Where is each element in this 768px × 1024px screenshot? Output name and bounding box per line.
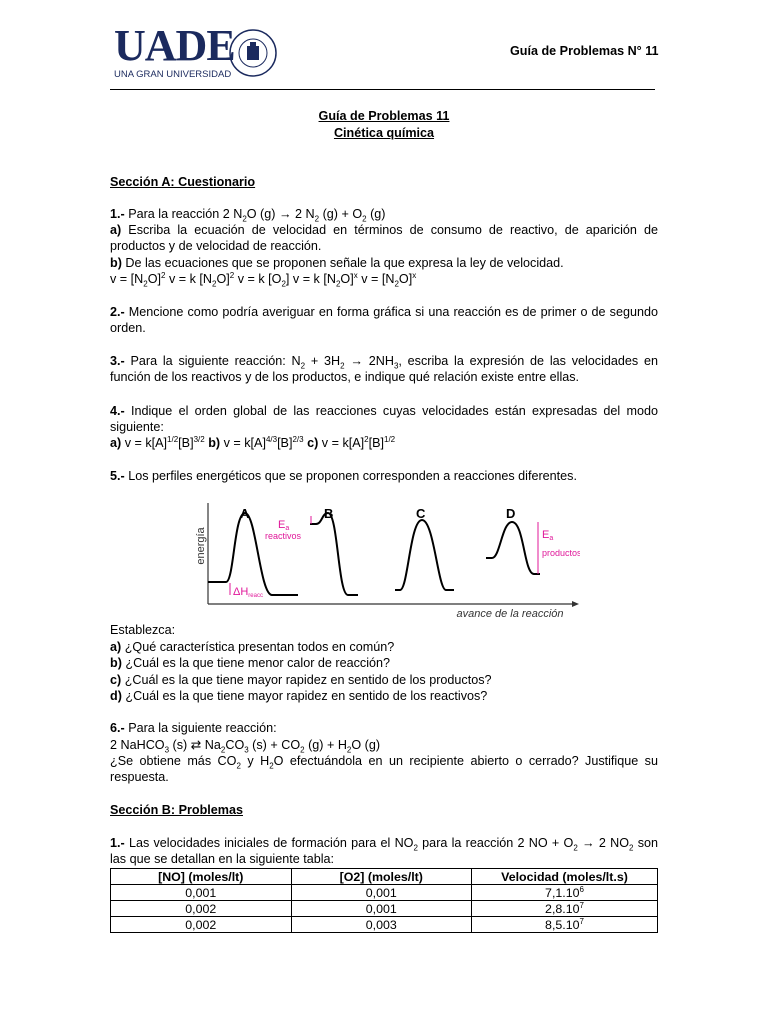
q6-reaction: 2 NaHCO$_3$ (s) ⇄ $Na_2CO_3$ $(s) + CO_2$ $(g) + H_2O$ (g) xyxy=(110,738,381,755)
table-cell: 0,001 xyxy=(291,901,472,917)
section-b-heading: Sección B: Problemas xyxy=(110,803,243,817)
uade-logo xyxy=(114,21,235,80)
q4: 4.- Indique el orden global de las reacciones cuyas velocidades están expresadas del modo siguiente: xyxy=(110,404,658,434)
q1-equations: $v = [N_2O]^2$ v = k $[N_2O]^2$ v = k $[O_2] v = k$ $[N_2O]^x$ $v = [N_2O]^x$ xyxy=(110,270,417,289)
profile-b xyxy=(310,513,358,595)
q4-options: a) $v = k[A]^{1/2}[B]^{3/2}$ b) $v = k[A]^{4/3}[B]^{2/3}$ c) $v = k[A]^2[B]^{1/2}$ xyxy=(110,434,396,450)
establezca-c: c) ¿Cuál es la que tiene mayor rapidez en sentido de los productos? xyxy=(110,673,492,687)
q2: 2.- Mencione como podría averiguar en forma gráfica si una reacción es de primer o de segundo orden. xyxy=(110,305,658,335)
energy-profiles-figure xyxy=(190,498,580,623)
establezca-intro: Establezca: xyxy=(110,623,176,637)
q1-b: b) De las ecuaciones que se proponen señale la que expresa la ley de velocidad. xyxy=(110,256,564,270)
q6: 6.- Para la siguiente reacción: xyxy=(110,721,277,735)
establezca-b: b) ¿Cuál es la que tiene menor calor de reacción? xyxy=(110,656,391,670)
rates-table xyxy=(110,868,658,933)
table-header-row xyxy=(111,869,658,885)
fundacion-seal-icon xyxy=(228,28,278,78)
q3: 3.- Para la siguiente reacción: $N_2 + 3H_2 \to 2NH_3$, escriba la expresión de las velocidades en función de los reactivos y de los productos, e indique qué relación existe entre ellas. xyxy=(110,354,659,384)
table-cell: 2,8.10$^7$ xyxy=(472,901,658,917)
table-row xyxy=(111,917,658,933)
col-header: [O2] (moles/lt) xyxy=(291,869,472,885)
profile-c xyxy=(395,520,454,590)
section-a-heading: Sección A: Cuestionario xyxy=(110,175,256,189)
header-rule xyxy=(110,89,655,90)
label-b: B xyxy=(324,506,334,521)
q1-a: a) Escriba la ecuación de velocidad en términos de consumo de reactivo, de aparición de productos y de velocidad de reacción. xyxy=(110,223,658,253)
table-cell: 0,001 xyxy=(291,885,472,901)
q5: 5.- Los perfiles energéticos que se proponen corresponden a reacciones diferentes. xyxy=(110,469,577,483)
table-cell: 0,002 xyxy=(111,917,292,933)
label-c: C xyxy=(416,506,426,521)
table-cell: 7,1.10$^6$ xyxy=(472,885,658,901)
ea-reactivos-label: Ea xyxy=(278,519,290,532)
table-cell: 0,003 xyxy=(291,917,472,933)
doc-subtitle: Cinética química xyxy=(333,126,435,140)
table-row xyxy=(111,885,658,901)
table-cell: 0,002 xyxy=(111,901,292,917)
establezca-a: a) ¿Qué característica presentan todos en común? xyxy=(110,640,395,654)
q1-line: 1.- Para la reacción 2 $N_2O$ (g) → 2 $N_2$ $(g) + O_2$ (g) xyxy=(110,207,386,224)
logo-subtitle: UNA GRAN UNIVERSIDAD xyxy=(114,69,232,80)
p1: 1.- Las velocidades iniciales de formación para el $NO_2$ para la reacción 2 NO + $O_2 \to 2$ $NO_2$ son las que se detallan en la siguiente tabla: xyxy=(110,836,659,866)
dh-label: ΔHreacc xyxy=(233,586,263,599)
col-header: Velocidad (moles/lt.s) xyxy=(472,869,658,885)
y-axis-label: energía xyxy=(195,527,207,565)
col-header: [NO] (moles/lt) xyxy=(111,869,292,885)
x-axis-label: avance de la reacción xyxy=(456,608,564,620)
logo-text: UADE xyxy=(114,21,235,70)
guide-label: Guía de Problemas N° 11 xyxy=(510,44,659,58)
label-a: A xyxy=(240,506,250,521)
table-cell: 8,5.10$^7$ xyxy=(472,917,658,933)
reactivos-word: reactivos xyxy=(265,531,302,541)
productos-word: productos xyxy=(542,548,580,558)
table-cell: 0,001 xyxy=(111,885,292,901)
energy-profiles-svg xyxy=(190,498,580,623)
q6-question: ¿Se obtiene más $CO_2$ y $H_2O$ efectuándola en un recipiente abierto o cerrado? Justifique su respuesta. xyxy=(110,754,658,784)
establezca-d: d) ¿Cuál es la que tiene mayor rapidez en sentido de los reactivos? xyxy=(110,689,488,703)
profile-d xyxy=(486,522,540,574)
doc-title: Guía de Problemas 11 xyxy=(318,109,450,123)
table-row xyxy=(111,901,658,917)
label-d: D xyxy=(506,506,516,521)
ea-productos-label: Ea xyxy=(542,529,554,542)
